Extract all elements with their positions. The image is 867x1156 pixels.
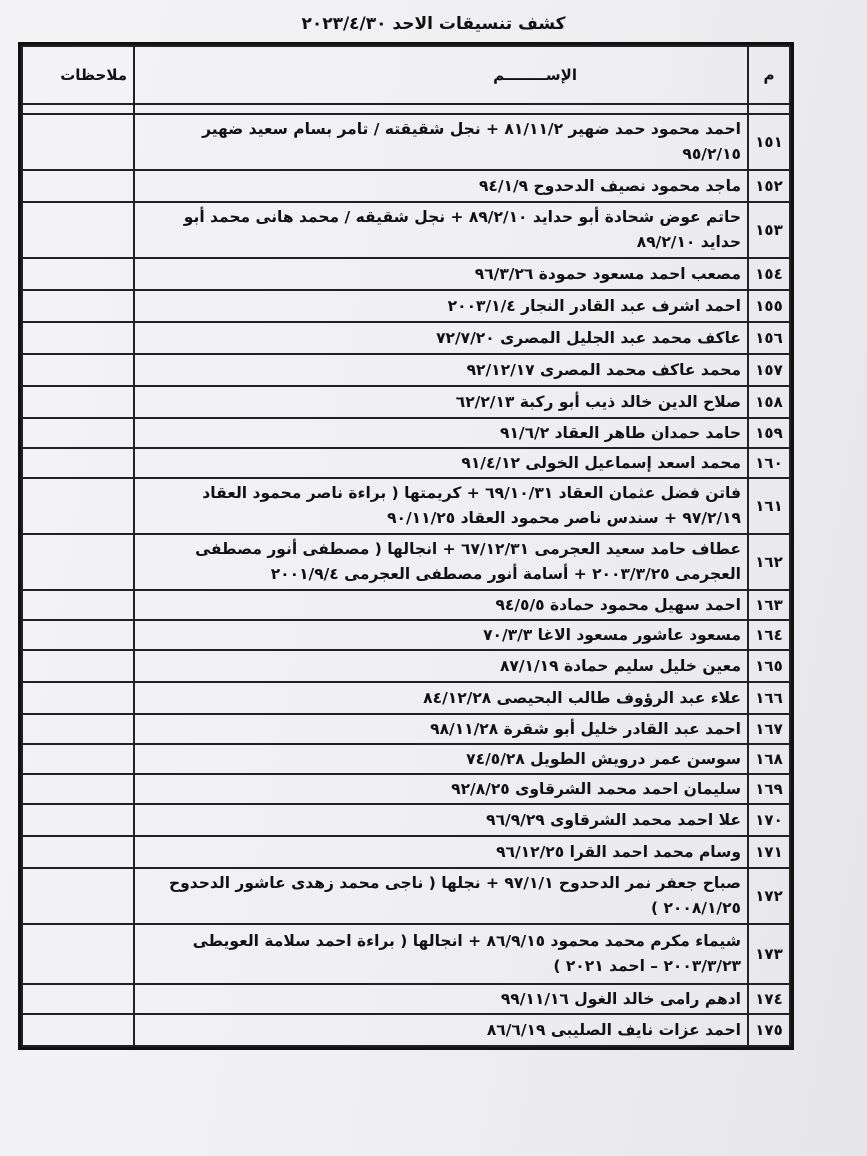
row-name: احمد عزات نايف الصليبى ٨٦/٦/١٩ xyxy=(134,1014,748,1046)
table-row xyxy=(22,322,790,354)
row-name: عاكف محمد عبد الجليل المصرى ٧٢/٧/٢٠ xyxy=(134,322,748,354)
row-number: ١٧٢ xyxy=(748,868,790,924)
row-name: احمد محمود حمد ضهير ٨١/١١/٢ + نجل شقيقته / تامر بسام سعيد ضهير ٩٥/٢/١٥ xyxy=(134,114,748,170)
spacer-cell xyxy=(134,104,748,114)
row-notes xyxy=(22,804,134,836)
table-row xyxy=(22,354,790,386)
header-number: م xyxy=(748,46,790,104)
table-row xyxy=(22,590,790,620)
row-number: ١٦٧ xyxy=(748,714,790,744)
row-notes xyxy=(22,418,134,448)
table-row xyxy=(22,714,790,744)
table-row xyxy=(22,386,790,418)
table-row xyxy=(22,202,790,258)
table-row xyxy=(22,534,790,590)
row-notes xyxy=(22,322,134,354)
row-name: محمد عاكف محمد المصرى ٩٢/١٢/١٧ xyxy=(134,354,748,386)
row-name: صباح جعفر نمر الدحدوح ٩٧/١/١ + نجلها ( ناجى محمد زهدى عاشور الدحدوح ٢٠٠٨/١/٢٥ ) xyxy=(134,868,748,924)
row-notes xyxy=(22,354,134,386)
header-spacer-row xyxy=(22,104,790,114)
table-row xyxy=(22,448,790,478)
row-notes xyxy=(22,984,134,1014)
row-name: مسعود عاشور مسعود الاغا ٧٠/٣/٣ xyxy=(134,620,748,650)
row-number: ١٦٢ xyxy=(748,534,790,590)
row-notes xyxy=(22,114,134,170)
row-number: ١٥٨ xyxy=(748,386,790,418)
row-number: ١٦٠ xyxy=(748,448,790,478)
row-name: فاتن فضل عثمان العقاد ٦٩/١٠/٣١ + كريمتها ( براءة ناصر محمود العقاد ٩٧/٢/١٩ + سندس ناصر محمود العقاد ٩٠/١١/٢٥ xyxy=(134,478,748,534)
row-notes xyxy=(22,1014,134,1046)
table-row xyxy=(22,924,790,984)
row-name: سوسن عمر درويش الطويل ٧٤/٥/٢٨ xyxy=(134,744,748,774)
row-name: وسام محمد احمد القرا ٩٦/١٢/٢٥ xyxy=(134,836,748,868)
row-notes xyxy=(22,868,134,924)
row-name: معين خليل سليم حمادة ٨٧/١/١٩ xyxy=(134,650,748,682)
row-number: ١٦٨ xyxy=(748,744,790,774)
row-number: ١٦٩ xyxy=(748,774,790,804)
row-number: ١٧٥ xyxy=(748,1014,790,1046)
table-row xyxy=(22,984,790,1014)
row-name: محمد اسعد إسماعيل الخولى ٩١/٤/١٢ xyxy=(134,448,748,478)
row-notes xyxy=(22,202,134,258)
row-notes xyxy=(22,682,134,714)
row-notes xyxy=(22,478,134,534)
table-row xyxy=(22,836,790,868)
row-number: ١٧١ xyxy=(748,836,790,868)
row-number: ١٥٤ xyxy=(748,258,790,290)
row-number: ١٥٧ xyxy=(748,354,790,386)
row-notes xyxy=(22,924,134,984)
row-number: ١٥٥ xyxy=(748,290,790,322)
row-notes xyxy=(22,620,134,650)
coordination-table-frame xyxy=(18,42,794,1050)
table-row xyxy=(22,1014,790,1046)
row-name: صلاح الدين خالد ذيب أبو ركبة ٦٢/٢/١٣ xyxy=(134,386,748,418)
row-notes xyxy=(22,258,134,290)
table-row xyxy=(22,620,790,650)
row-notes xyxy=(22,448,134,478)
row-name: حامد حمدان طاهر العقاد ٩١/٦/٢ xyxy=(134,418,748,448)
page-title: كشف تنسيقات الاحد ٢٠٢٣/٤/٣٠ xyxy=(301,14,566,34)
header-notes: ملاحظات xyxy=(22,46,134,104)
row-notes xyxy=(22,170,134,202)
row-name: سليمان احمد محمد الشرقاوى ٩٢/٨/٢٥ xyxy=(134,774,748,804)
table-row xyxy=(22,650,790,682)
row-number: ١٧٣ xyxy=(748,924,790,984)
row-notes xyxy=(22,774,134,804)
row-name: ماجد محمود نصيف الدحدوح ٩٤/١/٩ xyxy=(134,170,748,202)
row-number: ١٦٦ xyxy=(748,682,790,714)
row-notes xyxy=(22,534,134,590)
row-name: مصعب احمد مسعود حمودة ٩٦/٣/٢٦ xyxy=(134,258,748,290)
table-row xyxy=(22,258,790,290)
row-notes xyxy=(22,590,134,620)
row-number: ١٧٤ xyxy=(748,984,790,1014)
table-row xyxy=(22,114,790,170)
row-number: ١٦٣ xyxy=(748,590,790,620)
row-notes xyxy=(22,650,134,682)
table-row xyxy=(22,478,790,534)
row-name: شيماء مكرم محمد محمود ٨٦/٩/١٥ + انجالها ( براءة احمد سلامة العويطى ٢٠٠٣/٣/٢٣ – احمد ٢٠٢١ ) xyxy=(134,924,748,984)
row-name: عطاف حامد سعيد العجرمى ٦٧/١٢/٣١ + انجالها ( مصطفى أنور مصطفى العجرمى ٢٠٠٣/٣/٢٥ + أسامة أنور مصطفى العجرمى ٢٠٠١/٩/٤ xyxy=(134,534,748,590)
row-notes xyxy=(22,744,134,774)
row-name: احمد عبد القادر خليل أبو شقرة ٩٨/١١/٢٨ xyxy=(134,714,748,744)
spacer-cell xyxy=(748,104,790,114)
row-number: ١٥٩ xyxy=(748,418,790,448)
row-number: ١٥١ xyxy=(748,114,790,170)
row-name: علا احمد محمد الشرقاوى ٩٦/٩/٢٩ xyxy=(134,804,748,836)
row-name: علاء عبد الرؤوف طالب البحيصى ٨٤/١٢/٢٨ xyxy=(134,682,748,714)
row-number: ١٥٣ xyxy=(748,202,790,258)
row-notes xyxy=(22,836,134,868)
row-name: احمد سهيل محمود حمادة ٩٤/٥/٥ xyxy=(134,590,748,620)
row-number: ١٧٠ xyxy=(748,804,790,836)
row-name: حاتم عوض شحادة أبو حدايد ٨٩/٢/١٠ + نجل شقيقه / محمد هانى محمد أبو حدايد ٨٩/٢/١٠ xyxy=(134,202,748,258)
row-number: ١٦٤ xyxy=(748,620,790,650)
spacer-cell xyxy=(22,104,134,114)
row-notes xyxy=(22,290,134,322)
row-notes xyxy=(22,714,134,744)
table-row xyxy=(22,290,790,322)
header-name: الإســــــــم xyxy=(134,46,748,104)
table-row xyxy=(22,682,790,714)
row-number: ١٥٢ xyxy=(748,170,790,202)
coordination-table xyxy=(21,45,791,1047)
table-row xyxy=(22,418,790,448)
table-row xyxy=(22,804,790,836)
row-number: ١٥٦ xyxy=(748,322,790,354)
row-number: ١٦٥ xyxy=(748,650,790,682)
table-row xyxy=(22,774,790,804)
table-row xyxy=(22,868,790,924)
row-name: ادهم رامى خالد الغول ٩٩/١١/١٦ xyxy=(134,984,748,1014)
row-notes xyxy=(22,386,134,418)
table-row xyxy=(22,170,790,202)
row-name: احمد اشرف عبد القادر النجار ٢٠٠٣/١/٤ xyxy=(134,290,748,322)
table-header-row xyxy=(22,46,790,104)
row-number: ١٦١ xyxy=(748,478,790,534)
table-row xyxy=(22,744,790,774)
